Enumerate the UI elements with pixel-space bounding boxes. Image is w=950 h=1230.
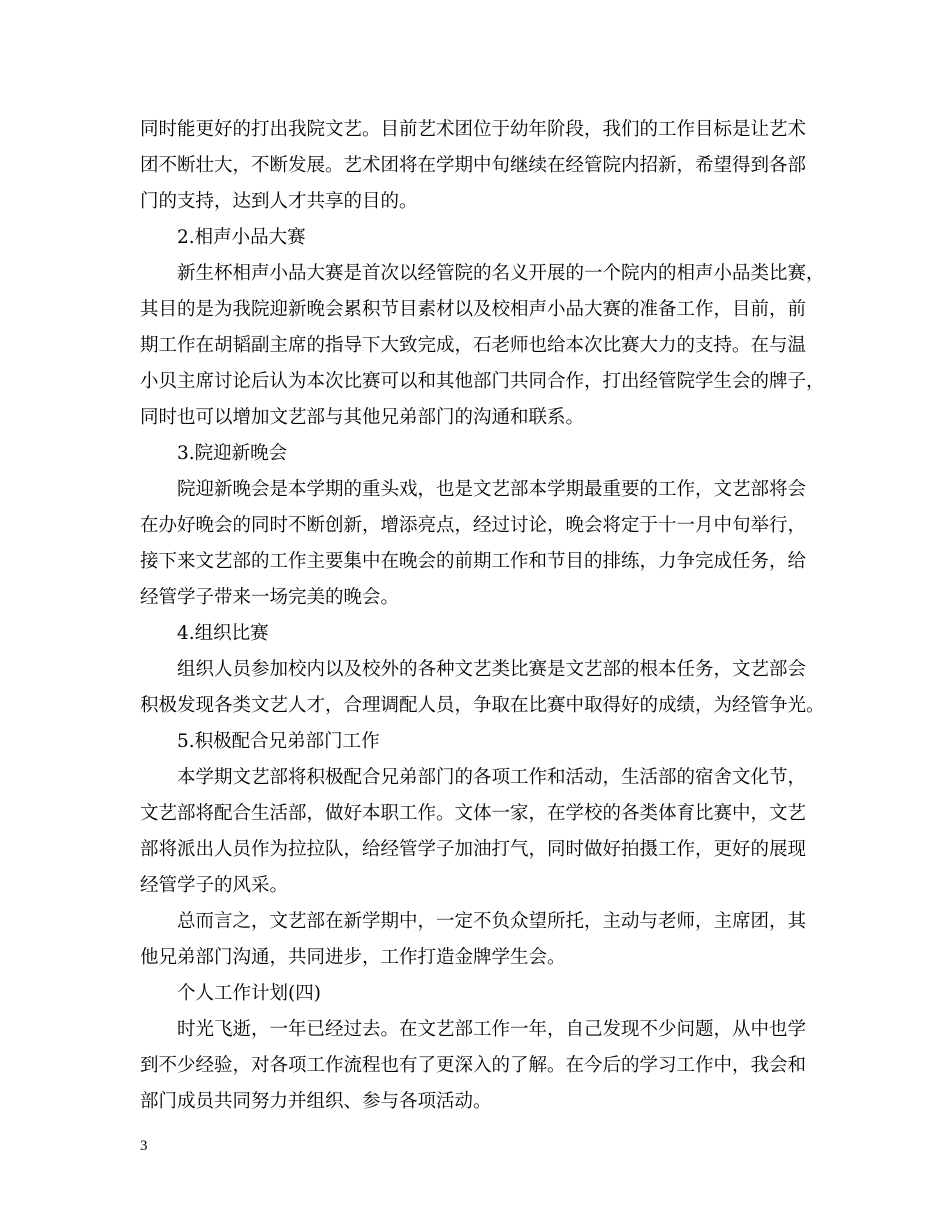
paragraph-line: 部将派出人员作为拉拉队，给经管学子加油打气，同时做好拍摄工作，更好的展现: [140, 839, 807, 860]
paragraph-line: 同时能更好的打出我院文艺。目前艺术团位于幼年阶段，我们的工作目标是让艺术: [140, 119, 807, 140]
section-heading: 4.组织比赛: [177, 623, 269, 644]
section-heading: 5.积极配合兄弟部门工作: [177, 731, 380, 752]
paragraph-line: 期工作在胡韬副主席的指导下大致完成，石老师也给本次比赛大力的支持。在与温: [140, 335, 807, 356]
paragraph-line: 院迎新晚会是本学期的重头戏，也是文艺部本学期最重要的工作，文艺部将会: [177, 479, 807, 500]
paragraph-line: 文艺部将配合生活部，做好本职工作。文体一家，在学校的各类体育比赛中，文艺: [140, 803, 807, 824]
paragraph-line: 团不断壮大，不断发展。艺术团将在学期中旬继续在经管院内招新，希望得到各部: [140, 155, 807, 176]
section-heading: 2.相声小品大赛: [177, 227, 306, 248]
page-number: 3: [140, 1138, 148, 1154]
paragraph-line: 新生杯相声小品大赛是首次以经管院的名义开展的一个院内的相声小品类比赛，: [177, 263, 825, 284]
paragraph-line: 组织人员参加校内以及校外的各种文艺类比赛是文艺部的根本任务，文艺部会: [177, 659, 807, 680]
paragraph-line: 其目的是为我院迎新晚会累积节目素材以及校相声小品大赛的准备工作，目前，前: [140, 299, 807, 320]
paragraph-line: 时光飞逝，一年已经过去。在文艺部工作一年，自己发现不少问题，从中也学: [177, 1019, 807, 1040]
paragraph-line: 部门成员共同努力并组织、参与各项活动。: [140, 1091, 492, 1112]
paragraph-line: 到不少经验，对各项工作流程也有了更深入的了解。在今后的学习工作中，我会和: [140, 1055, 807, 1076]
paragraph-line: 本学期文艺部将积极配合兄弟部门的各项工作和活动，生活部的宿舍文化节，: [177, 767, 807, 788]
paragraph-line: 经管学子带来一场完美的晚会。: [140, 587, 400, 608]
paragraph-line: 总而言之，文艺部在新学期中，一定不负众望所托，主动与老师，主席团，其: [177, 911, 807, 932]
paragraph-line: 门的支持，达到人才共享的目的。: [140, 191, 418, 212]
paragraph-line: 积极发现各类文艺人才，合理调配人员，争取在比赛中取得好的成绩，为经管争光。: [140, 695, 825, 716]
section-heading: 个人工作计划(四): [177, 983, 321, 1004]
paragraph-line: 经管学子的风采。: [140, 875, 289, 896]
paragraph-line: 他兄弟部门沟通，共同进步，工作打造金牌学生会。: [140, 947, 566, 968]
paragraph-line: 小贝主席讨论后认为本次比赛可以和其他部门共同合作，打出经管院学生会的牌子，: [140, 371, 825, 392]
paragraph-line: 同时也可以增加文艺部与其他兄弟部门的沟通和联系。: [140, 407, 585, 428]
paragraph-line: 在办好晚会的同时不断创新，增添亮点，经过讨论，晚会将定于十一月中旬举行，: [140, 515, 807, 536]
section-heading: 3.院迎新晚会: [177, 443, 288, 464]
paragraph-line: 接下来文艺部的工作主要集中在晚会的前期工作和节目的排练，力争完成任务，给: [140, 551, 807, 572]
